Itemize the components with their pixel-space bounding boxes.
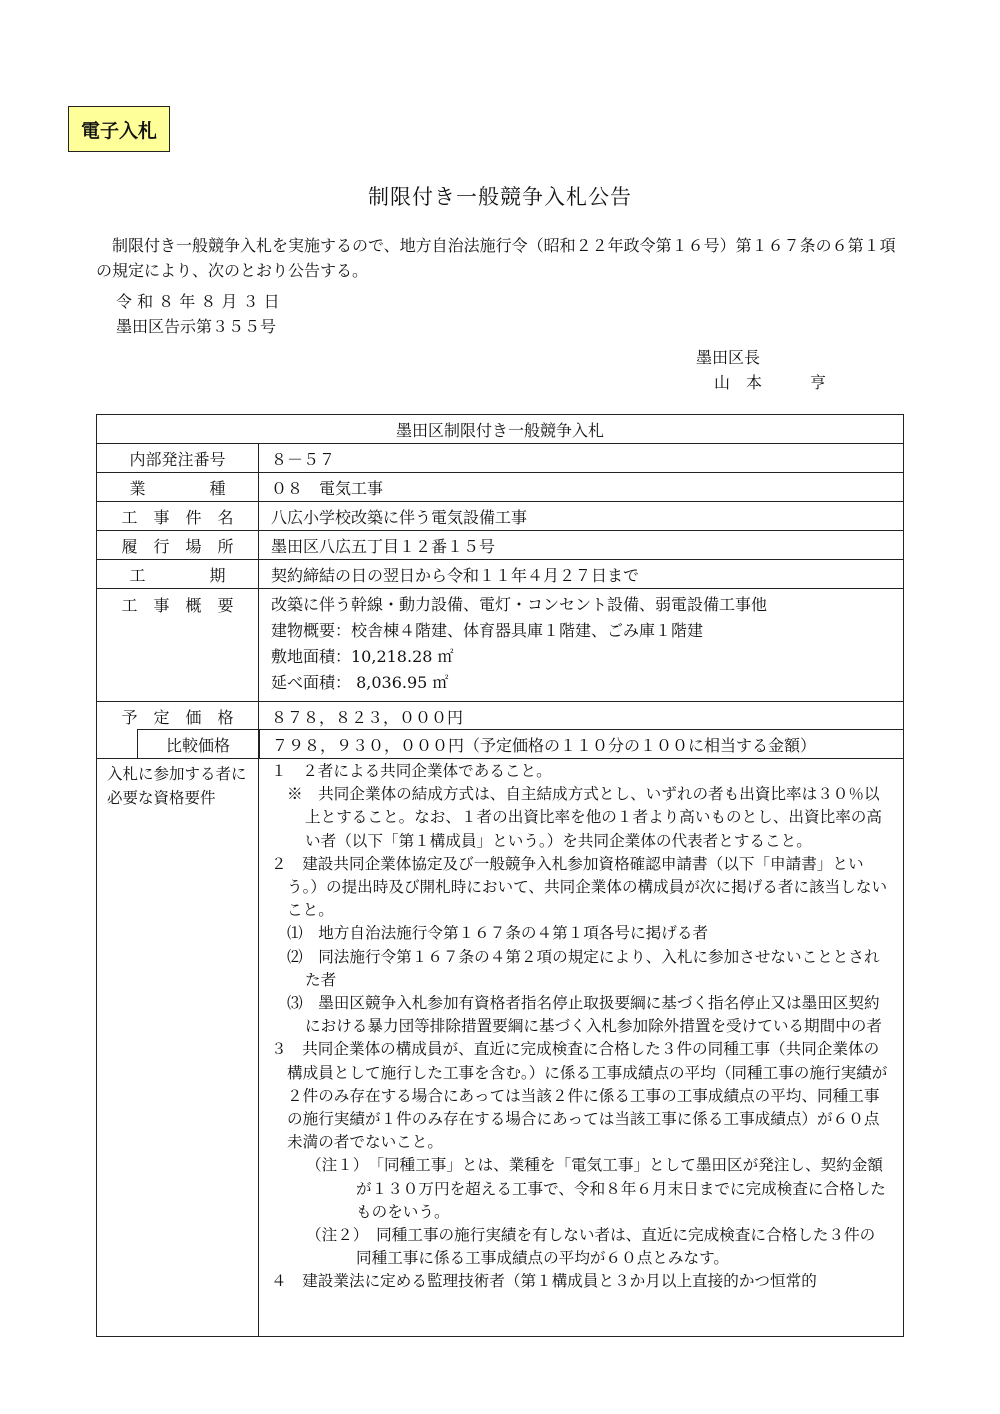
overview-label: 工 事 概 要 <box>97 589 259 701</box>
row-label: 履 行 場 所 <box>97 531 259 559</box>
qual-item-2-3: ⑶ 墨田区競争入札参加有資格者指名停止取扱要綱に基づく指名停止又は墨田区契約における暴力団等排除措置要綱に基づく入札参加除外措置を受けている期間中の者 <box>287 994 882 1036</box>
price-label: 予 定 価 格 <box>97 702 259 730</box>
row-value: 墨田区八広五丁目１２番１５号 <box>271 536 496 556</box>
qual-item-3: ３ 共同企業体の構成員が、直近に完成検査に合格した３件の同種工事（共同企業体の構成員として施行した工事を含む。）に係る工事成績点の平均（同種工事の施行実績が２件のみ存在する場合にあっては当該２件に係る工事の工事成績点の平均、同種工事の施行実績が１件のみ存在する場合にあっては当該工事に係る工事成績点）が６０点未満の者でないこと。 <box>271 1040 888 1152</box>
qual-note-2: （注２） 同種工事の施行実績を有しない者は、直近に完成検査に合格した３件の同種工事に係る工事成績点の平均が６０点とみなす。 <box>306 1226 876 1268</box>
qual-note-1: （注１） 「同種工事」とは、業種を「電気工事」として墨田区が発注し、契約金額が１３０万円を超える工事で、令和８年６月末日までに完成検査に合格したものをいう。 <box>306 1156 886 1221</box>
table-row <box>97 473 903 502</box>
overview-value <box>259 589 903 701</box>
page-title: 制限付き一般競争入札公告 <box>368 185 632 209</box>
electronic-bid-tag: 電子入札 <box>68 106 170 152</box>
table-row <box>97 444 903 473</box>
table-row <box>97 531 903 560</box>
qual-item-1: １ ２者による共同企業体であること。 <box>271 762 552 780</box>
qual-item-2: ２ 建設共同企業体協定及び一般競争入札参加資格確認申請書（以下「申請書」という。）の提出時及び開札時において、共同企業体の構成員が次に掲げる者に該当しないこと。 <box>271 854 888 920</box>
row-value: ８－５７ <box>271 449 336 469</box>
overview-row <box>97 589 903 702</box>
qual-item-1-note: ※ 共同企業体の結成方式は、自主結成方式とし、いずれの者も出資比率は３０％以上とすること。なお、１者の出資比率を他の１者より高いものとし、出資比率の高い者（以下「第１構成員」という。）を共同企業体の代表者とすること。 <box>287 785 882 850</box>
signer-name: 山 本 亨 <box>714 373 827 392</box>
compare-row <box>97 730 903 759</box>
overview-line: 改築に伴う幹線・動力設備、電灯・コンセント設備、弱電設備工事他 <box>271 595 768 614</box>
row-value: 八広小学校改築に伴う電気設備工事 <box>271 507 528 527</box>
compare-label-cell <box>97 730 259 758</box>
compare-value: ７９８，９３０，０００円（予定価格の１１０分の１００に相当する金額） <box>259 729 903 758</box>
qualification-label: 入札に参加する者に必要な資格要件 <box>97 759 259 1336</box>
signer-block <box>696 345 826 395</box>
qual-item-2-1: ⑴ 地方自治法施行令第１６７条の４第１項各号に掲げる者 <box>287 924 709 943</box>
overview-line: 建物概要：校舎棟４階建、体育器具庫１階建、ごみ庫１階建 <box>271 621 704 640</box>
bid-info-table <box>96 414 904 1337</box>
row-label: 工 期 <box>97 560 259 588</box>
notice-meta <box>116 289 280 339</box>
qual-item-2-2: ⑵ 同法施行令第１６７条の４第２項の規定により、入札に参加させないこととされた者 <box>287 947 880 989</box>
table-row <box>97 502 903 531</box>
table-header: 墨田区制限付き一般競争入札 <box>97 415 903 444</box>
row-label: 業 種 <box>97 473 259 501</box>
row-value: ０８ 電気工事 <box>271 478 384 498</box>
overview-line: 敷地面積：10,218.28 ㎡ <box>271 647 454 666</box>
intro-paragraph <box>96 233 896 283</box>
row-label: 工 事 件 名 <box>97 502 259 530</box>
intro-text: 制限付き一般競争入札を実施するので、地方自治法施行令（昭和２２年政令第１６号）第１６７条の６第１項の規定により、次のとおり公告する。 <box>96 236 896 280</box>
qualification-row <box>97 759 903 1336</box>
signer-title: 墨田区長 <box>696 348 761 367</box>
price-row <box>97 702 903 730</box>
table-row <box>97 560 903 589</box>
row-value: 契約締結の日の翌日から令和１１年４月２７日まで <box>271 565 640 585</box>
qualification-value <box>259 759 903 1336</box>
price-value: ８７８，８２３，０００円 <box>271 707 464 727</box>
qual-item-4: ４ 建設業法に定める監理技術者（第１構成員と３か月以上直接的かつ恒常的 <box>271 1272 817 1291</box>
overview-line: 延べ面積： 8,036.95 ㎡ <box>271 673 449 692</box>
notice-number: 墨田区告示第３５５号 <box>116 317 277 336</box>
notice-date: 令 和 ８ 年 ８ 月 ３ 日 <box>116 292 280 311</box>
compare-label: 比較価格 <box>137 729 259 758</box>
row-label: 内部発注番号 <box>97 444 259 472</box>
